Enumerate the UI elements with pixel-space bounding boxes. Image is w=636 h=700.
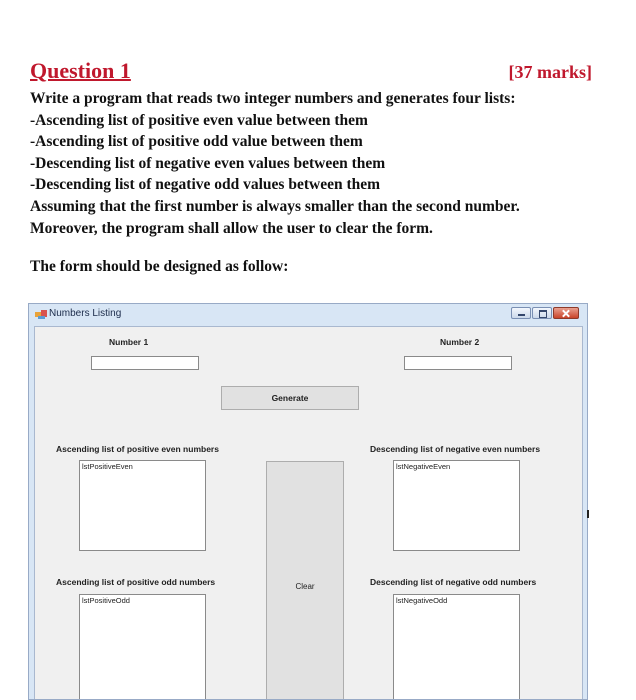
pos-odd-label: Ascending list of positive odd numbers: [56, 577, 216, 587]
question-line: -Ascending list of positive odd value between them: [30, 133, 363, 151]
positive-odd-listbox[interactable]: [79, 594, 206, 700]
close-icon[interactable]: [553, 307, 579, 319]
question-title: Question 1: [30, 58, 131, 83]
clear-button[interactable]: Clear: [266, 461, 344, 700]
window-titlebar[interactable]: [29, 304, 587, 326]
neg-even-label: Descending list of negative even numbers: [370, 444, 541, 454]
neg-odd-label: Descending list of negative odd numbers: [370, 577, 537, 587]
scroll-marker: [587, 510, 589, 518]
question-body: [30, 88, 610, 239]
question-line: Write a program that reads two integer numbers and generates four lists:: [30, 90, 516, 107]
negative-odd-listbox[interactable]: [393, 594, 520, 700]
negative-even-listbox[interactable]: [393, 460, 520, 551]
generate-button[interactable]: Generate: [221, 386, 359, 410]
pos-even-label: Ascending list of positive even numbers: [56, 444, 219, 454]
question-line: -Descending list of negative even values between them: [30, 154, 386, 172]
listbox-name: lstNegativeEven: [396, 462, 451, 471]
minimize-icon[interactable]: [511, 307, 531, 319]
positive-even-listbox[interactable]: [79, 460, 206, 551]
number1-label: Number 1: [109, 337, 149, 347]
app-icon: [35, 309, 48, 320]
question-line: -Descending list of negative odd values between them: [30, 176, 381, 194]
form-intro: The form should be designed as follow:: [30, 258, 289, 275]
question-marks: [37 marks]: [508, 62, 592, 82]
listbox-name: lstPositiveEven: [82, 462, 133, 471]
question-line: Assuming that the first number is always smaller than the second number.: [30, 197, 520, 215]
question-line: -Ascending list of positive even value between them: [30, 111, 368, 129]
numbers-listing-window: [28, 303, 588, 700]
listbox-name: lstPositiveOdd: [82, 596, 130, 605]
number2-input[interactable]: [404, 356, 512, 370]
number1-input[interactable]: [91, 356, 199, 370]
number2-label: Number 2: [440, 337, 480, 347]
form-client-area: [34, 326, 583, 700]
listbox-name: lstNegativeOdd: [396, 596, 448, 605]
question-line: Moreover, the program shall allow the user to clear the form.: [30, 219, 433, 237]
maximize-icon[interactable]: [532, 307, 552, 319]
window-title: Numbers Listing: [49, 308, 122, 319]
